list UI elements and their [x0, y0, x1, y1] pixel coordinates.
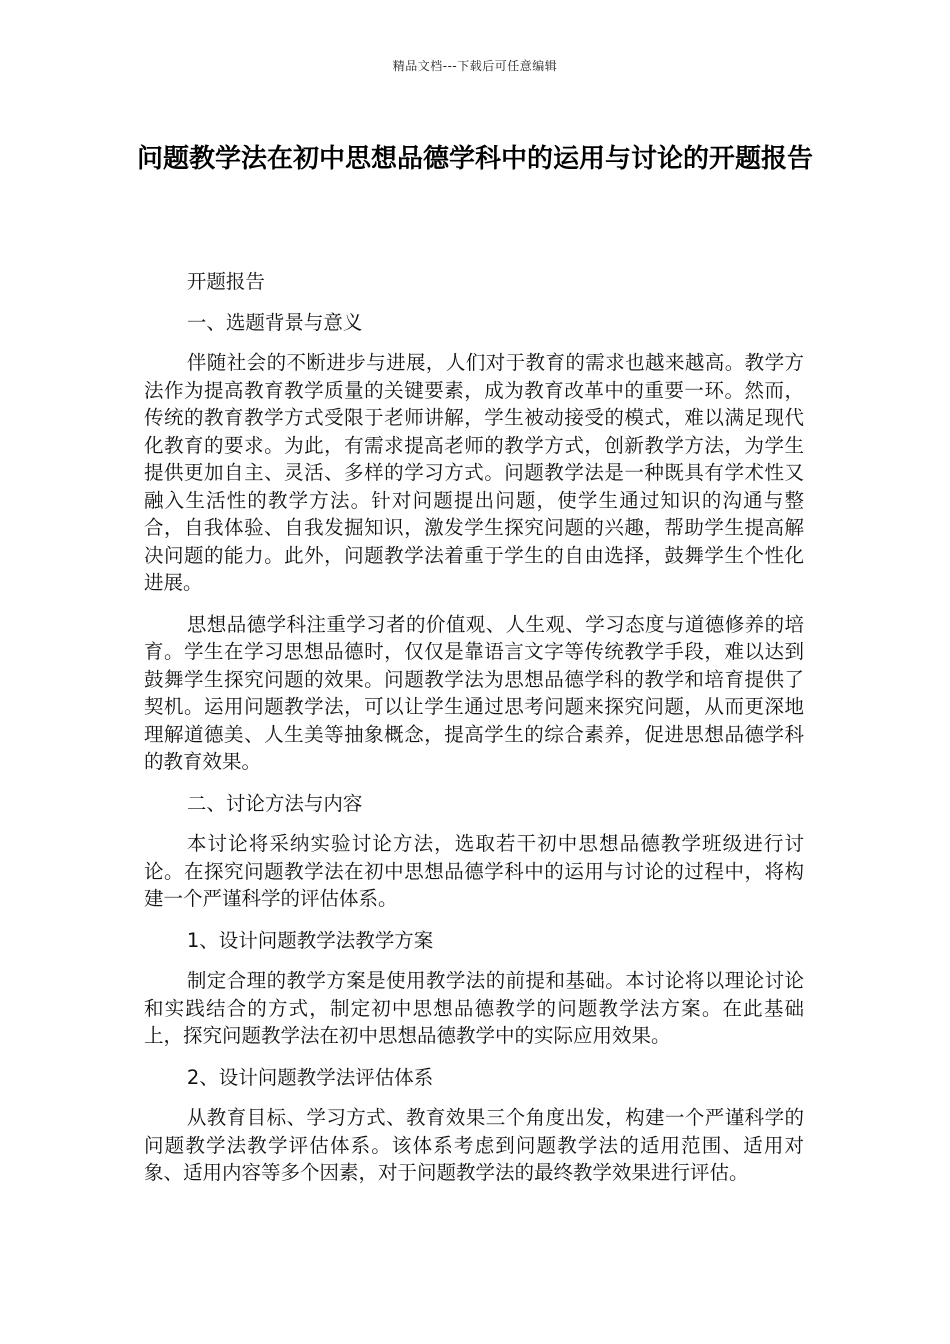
paragraph-teaching-plan: 制定合理的教学方案是使用教学法的前提和基础。本讨论将以理论讨论和实践结合的方式，制定初中思想品德教学的问题教学法方案。在此基础上，探究问题教学法在初中思想品德教学中的实际应用效果。: [144, 969, 804, 1047]
section-heading-1: 一、选题背景与意义: [186, 310, 363, 334]
subheading-2: 2、设计问题教学法评估体系: [186, 1065, 434, 1089]
subheading-1: 1、设计问题教学法教学方案: [186, 928, 434, 952]
document-body: [144, 268, 804, 1201]
paragraph-evaluation-system: 从教育目标、学习方式、教育效果三个角度出发，构建一个严谨科学的问题教学法教学评估体系。该体系考虑到问题教学法的适用范围、适用对象、适用内容等多个因素，对于问题教学法的最终教学效果进行评估。: [144, 1106, 804, 1184]
header-watermark: 精品文档---下载后可任意编辑: [392, 59, 558, 73]
paragraph-moral-education: 思想品德学科注重学习者的价值观、人生观、学习态度与道德修养的培育。学生在学习思想品德时，仅仅是靠语言文字等传统教学手段，难以达到鼓舞学生探究问题的效果。问题教学法为思想品德学科的教学和培育提供了契机。运用问题教学法，可以让学生通过思考问题来探究问题，从而更深地理解道德美、人生美等抽象概念，提高学生的综合素养，促进思想品德学科的教育效果。: [144, 612, 804, 773]
document-title: 问题教学法在初中思想品德学科中的运用与讨论的开题报告: [136, 144, 813, 174]
report-label: 开题报告: [186, 270, 265, 293]
paragraph-method: 本讨论将采纳实验讨论方法，选取若干初中思想品德教学班级进行讨论。在探究问题教学法在初中思想品德学科中的运用与讨论的过程中，将构建一个严谨科学的评估体系。: [144, 832, 804, 910]
paragraph-background: 伴随社会的不断进步与进展，人们对于教育的需求也越来越高。教学方法作为提高教育教学质量的关键要素，成为教育改革中的重要一环。然而，传统的教育教学方式受限于老师讲解，学生被动接受的模式，难以满足现代化教育的要求。为此，有需求提高老师的教学方式，创新教学方法，为学生提供更加自主、灵活、多样的学习方式。问题教学法是一种既具有学术性又融入生活性的教学方法。针对问题提出问题，使学生通过知识的沟通与整合，自我体验、自我发掘知识，激发学生探究问题的兴趣，帮助学生提高解决问题的能力。此外，问题教学法着重于学生的自由选择，鼓舞学生个性化进展。: [144, 351, 804, 594]
section-heading-2: 二、讨论方法与内容: [186, 791, 363, 815]
